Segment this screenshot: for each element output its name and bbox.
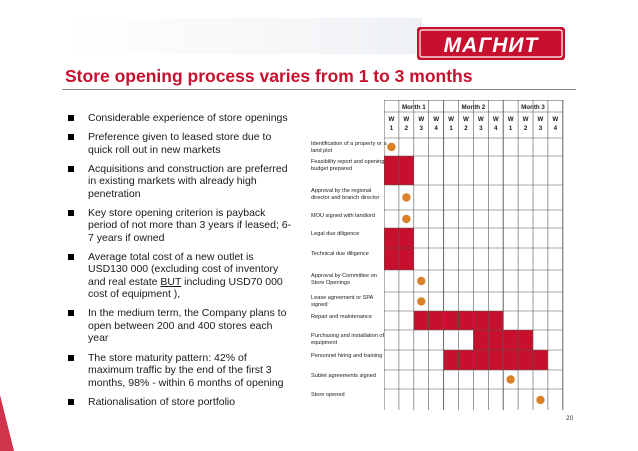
task-label: Legal due diligence	[311, 231, 360, 237]
week-number: 3	[538, 125, 543, 132]
task-label: Identification of a property or a land plot	[311, 141, 387, 154]
bullet-item: Key store opening criterion is payback period of not more than 3 years if leased; 6-7 years if owned	[68, 207, 294, 245]
bullet-square-icon	[68, 210, 74, 216]
milestone-dot	[417, 297, 425, 305]
task-label: MOU signed with landlord	[311, 213, 376, 219]
corner-decoration	[0, 395, 14, 451]
bullet-list	[68, 112, 294, 415]
milestone-dot	[402, 193, 410, 201]
header-decoration	[62, 18, 422, 54]
week-header: W	[418, 116, 425, 123]
bullet-square-icon	[68, 355, 74, 361]
bullet-item: Rationalisation of store portfolio	[68, 396, 294, 409]
gantt-chart	[384, 100, 568, 410]
bullet-square-icon	[68, 254, 74, 260]
task-label: Technical due diligence	[311, 251, 369, 257]
week-header: W	[477, 116, 484, 123]
title-divider	[62, 89, 576, 90]
month-header: Month 1	[401, 104, 426, 111]
week-header: W	[463, 116, 469, 123]
bullet-item: Average total cost of a new outlet is USD130 000 (excluding cost of inventory and real estate BUT including USD70 000 cost of equipment ),	[68, 251, 294, 301]
week-number: 4	[494, 125, 498, 132]
bullet-square-icon	[68, 310, 74, 316]
page-number: 20	[566, 415, 574, 422]
task-label: Repair and maintenance	[311, 314, 372, 320]
week-number: 3	[479, 125, 483, 132]
week-header: W	[552, 116, 559, 123]
bullet-square-icon	[68, 115, 74, 121]
magnit-logo	[416, 26, 566, 61]
week-number: 4	[553, 125, 558, 132]
week-number: 1	[449, 125, 453, 132]
week-number: 2	[464, 125, 468, 132]
milestone-dot	[387, 143, 395, 151]
week-header: W	[388, 116, 395, 123]
week-number: 1	[508, 125, 513, 132]
bullet-item: Acquisitions and construction are preferred in existing markets with already high penetration	[68, 163, 294, 201]
slide-title: Store opening process varies from 1 to 3 months	[65, 66, 473, 86]
gantt-bar	[444, 350, 548, 370]
bullet-square-icon	[68, 134, 74, 140]
milestone-dot	[402, 215, 410, 223]
task-label: Approval by the regional director and branch director	[311, 188, 380, 201]
week-header: W	[492, 116, 499, 123]
milestone-dot	[417, 277, 425, 285]
week-header: W	[403, 116, 410, 123]
bullet-square-icon	[68, 399, 74, 405]
task-label: Lease agreement or SPA signed	[311, 295, 374, 308]
task-label: Sublet agreements signed	[311, 373, 376, 379]
bullet-item: Preference given to leased store due to quick roll out in new markets	[68, 131, 294, 156]
month-header: Month 3	[521, 104, 545, 111]
week-number: 2	[404, 125, 409, 132]
week-number: 3	[419, 125, 423, 132]
bullet-item: In the medium term, the Company plans to open between 200 and 400 stores each year	[68, 307, 294, 345]
bullet-item: Considerable experience of store openings	[68, 112, 294, 125]
task-label: Purchasing and installation of equipment	[311, 333, 385, 346]
milestone-dot	[506, 375, 514, 383]
task-label: Approval by Committee on Store Openings	[311, 273, 377, 286]
week-header: W	[433, 116, 440, 123]
task-label: Feasibility report and opening budget prepared	[311, 159, 385, 172]
week-header: W	[507, 116, 514, 123]
month-header: Month 2	[461, 104, 486, 111]
week-header: W	[522, 116, 529, 123]
logo-wordmark: МАГНИТ	[443, 34, 539, 57]
week-number: 4	[434, 125, 438, 132]
task-label: Store opened	[311, 392, 345, 398]
week-header: W	[448, 116, 454, 123]
bullet-item: The store maturity pattern: 42% of maximum traffic by the end of the first 3 months, 98% - within 6 months of opening	[68, 352, 294, 390]
task-label: Personnel hiring and training	[311, 353, 383, 359]
week-number: 1	[389, 125, 394, 132]
week-header: W	[537, 116, 544, 123]
milestone-dot	[536, 396, 544, 404]
bullet-square-icon	[68, 166, 74, 172]
week-number: 2	[523, 125, 528, 132]
